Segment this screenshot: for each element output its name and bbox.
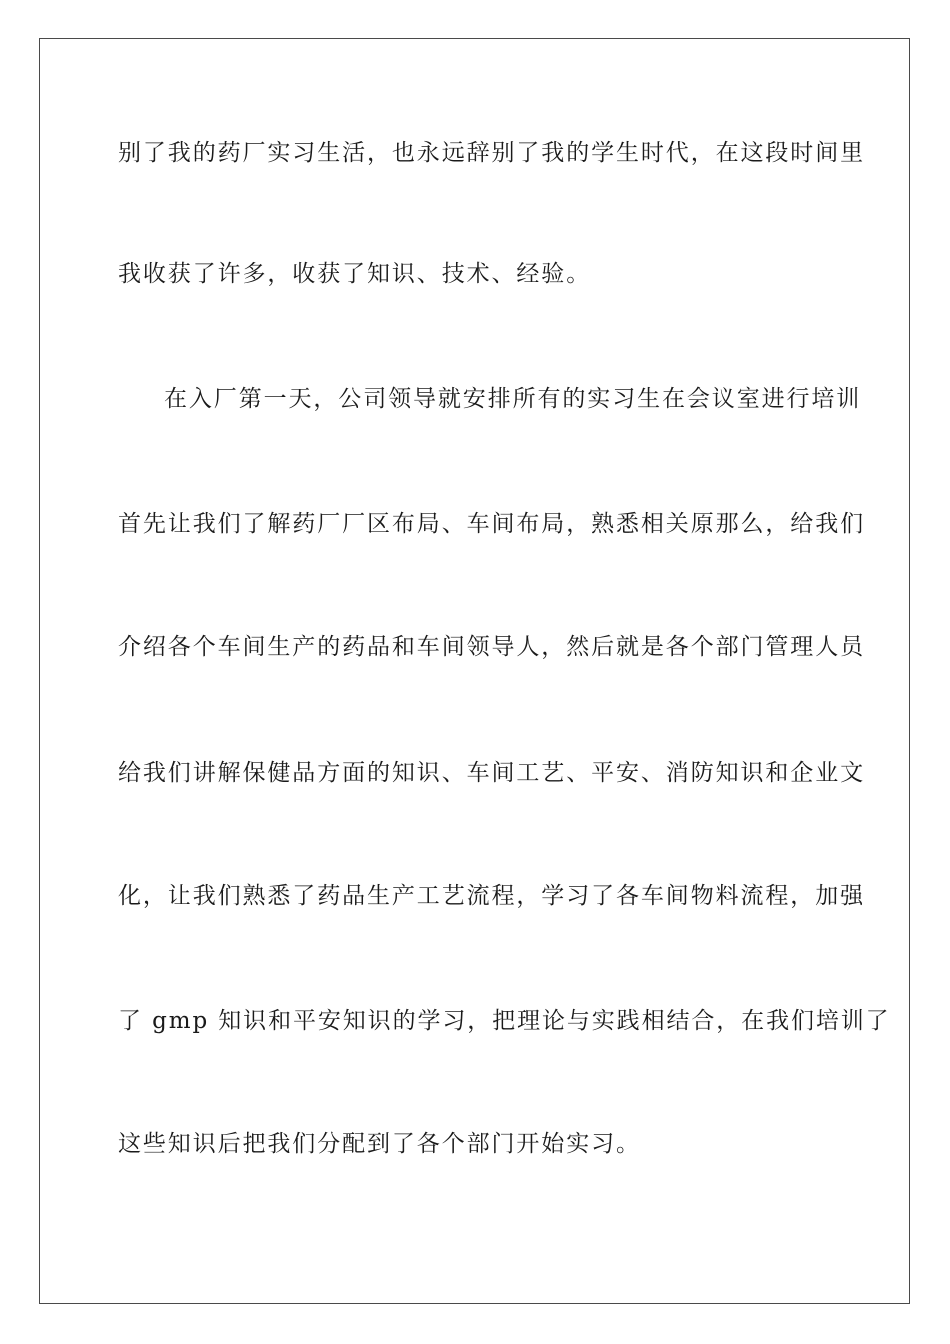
text-line-2: 我收获了许多，收获了知识、技术、经验。 — [118, 261, 592, 287]
text-line-7: 化，让我们熟悉了药品生产工艺流程，学习了各车间物料流程，加强 — [118, 883, 865, 909]
page-border — [39, 38, 910, 1304]
text-line-4: 首先让我们了解药厂厂区布局、车间布局，熟悉相关原那么，给我们 — [118, 511, 865, 537]
text-line-5: 介绍各个车间生产的药品和车间领导人，然后就是各个部门管理人员 — [118, 634, 865, 660]
text-line-1: 别了我的药厂实习生活，也永远辞别了我的学生时代，在这段时间里 — [118, 140, 865, 166]
text-line-9: 这些知识后把我们分配到了各个部门开始实习。 — [118, 1131, 641, 1157]
text-line-6: 给我们讲解保健品方面的知识、车间工艺、平安、消防知识和企业文 — [118, 760, 865, 786]
paragraph-start-line: 在入厂第一天，公司领导就安排所有的实习生在会议室进行培训 — [164, 386, 862, 412]
text-line-8: 了 gmp 知识和平安知识的学习，把理论与实践相结合，在我们培训了 — [118, 1008, 891, 1034]
